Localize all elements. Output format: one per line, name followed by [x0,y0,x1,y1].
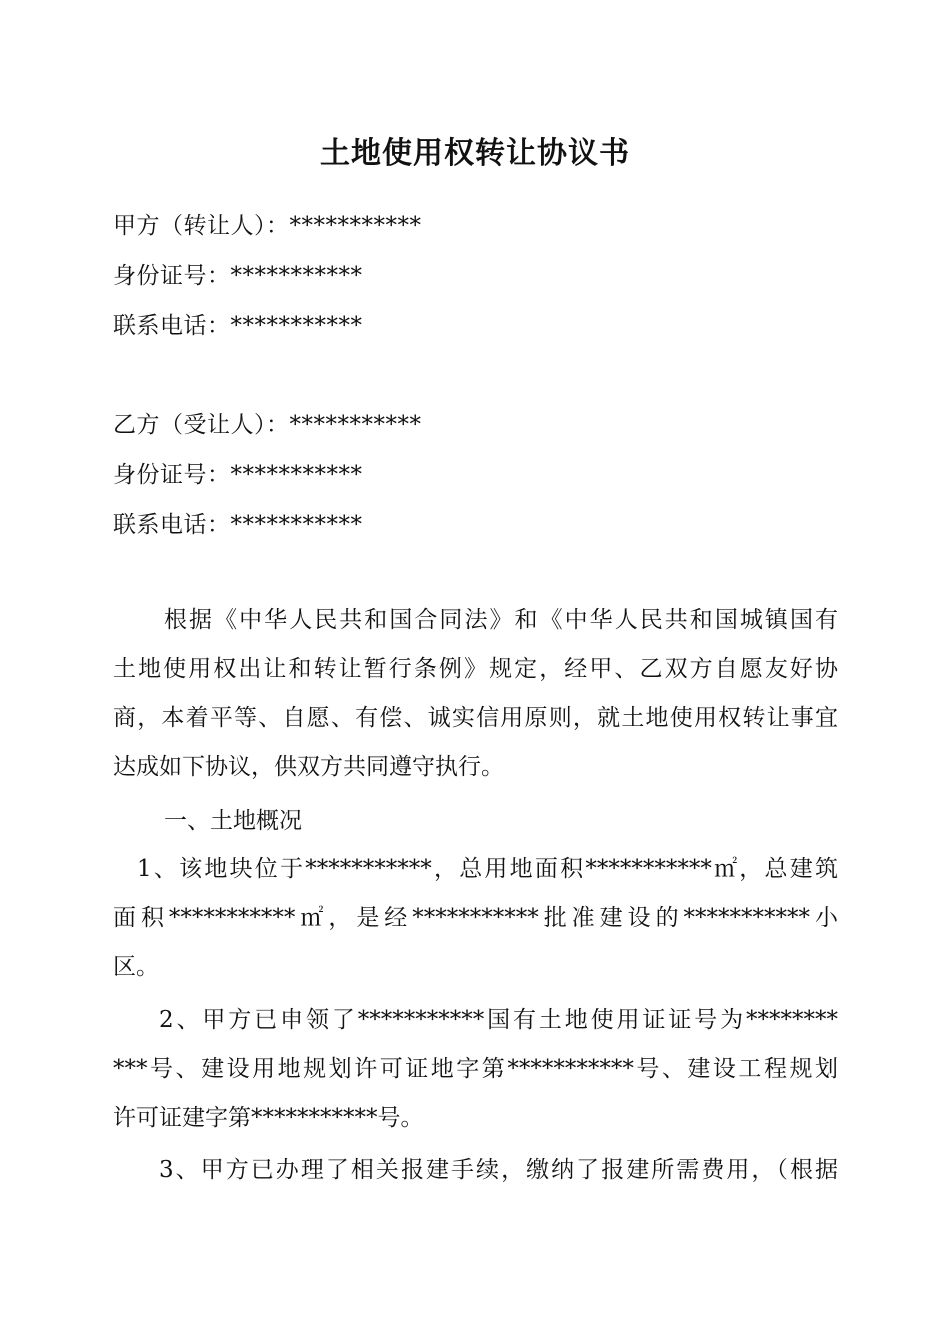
document-title: 土地使用权转让协议书 [320,136,630,171]
clause-line: 3、甲方已办理了相关报建手续，缴纳了报建所需费用，（根据 [159,1157,838,1183]
intro-line: 根据《中华人民共和国合同法》和《中华人民共和国城镇国有 [164,607,838,633]
clause-line: 许可证建字第***********号。 [113,1105,424,1131]
intro-line: 商，本着平等、自愿、有偿、诚实信用原则，就土地使用权转让事宜 [113,705,838,731]
section-heading: 一、土地概况 [164,808,302,834]
clause-line: 2、甲方已申领了***********国有土地使用证证号为******** [159,1007,838,1033]
party-b-phone: 联系电话：*********** [113,512,363,538]
party-b-id: 身份证号：*********** [113,462,363,488]
intro-line: 土地使用权出让和转让暂行条例》规定，经甲、乙双方自愿友好协 [113,656,838,682]
clause-1 [113,845,838,992]
clause-line: 1、该地块位于***********，总用地面积***********㎡，总建筑 [137,856,838,882]
clause-line: ***号、建设用地规划许可证地字第***********号、建设工程规划 [113,1056,838,1082]
section-heading-land-overview [113,797,838,846]
party-a-phone: 联系电话：*********** [113,313,363,339]
clause-line: 区。 [113,954,159,980]
clause-3 [113,1146,838,1195]
party-a-name: 甲方（转让人）：*********** [113,213,422,239]
intro-line: 达成如下协议，供双方共同遵守执行。 [113,754,504,780]
intro-paragraph [113,596,838,792]
clause-line: 面积***********㎡，是经***********批准建设的***********小 [113,905,838,931]
clause-2 [113,996,838,1143]
party-a-id: 身份证号：*********** [113,263,363,289]
party-b-name: 乙方（受让人）：*********** [113,412,422,438]
